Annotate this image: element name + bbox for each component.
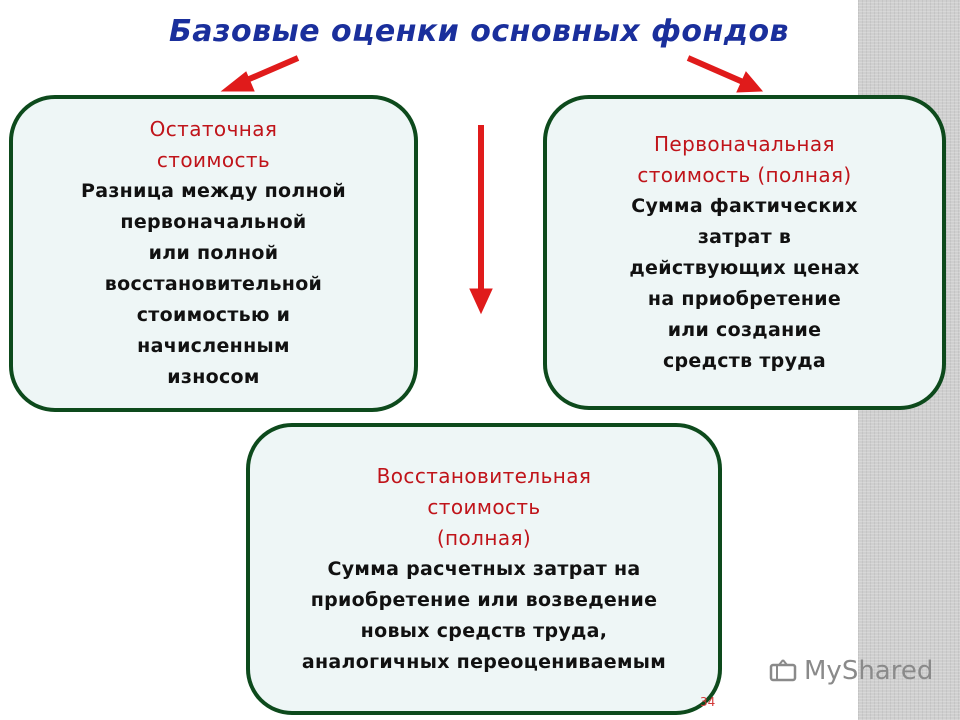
initial-value-box xyxy=(543,95,946,410)
replacement-value-description: Сумма расчетных затрат на приобретение или возведение новых средств труда, аналогичных переоцениваемым xyxy=(301,557,667,673)
initial-value-heading: Первоначальная стоимость (полная) xyxy=(637,131,852,187)
residual-value-description: Разница между полной первоначальной или полной восстановительной стоимостью и начисленным износом xyxy=(80,180,346,388)
slide-title: Базовые оценки основных фондов xyxy=(168,14,790,49)
arrow-down-head xyxy=(470,289,492,313)
watermark xyxy=(768,656,933,686)
arrow-right xyxy=(688,58,743,82)
replacement-value-heading: Восстановительная стоимость (полная) xyxy=(376,463,592,550)
residual-value-heading: Остаточная стоимость xyxy=(149,117,278,172)
replacement-value-box xyxy=(246,423,722,715)
page-number: 34 xyxy=(700,695,716,709)
initial-value-description: Сумма фактических затрат в действующих ценах на приобретение или создание средств труда xyxy=(629,194,860,372)
projector-icon xyxy=(768,656,798,686)
watermark-text: MyShared xyxy=(804,656,934,686)
arrow-left-head xyxy=(222,72,254,91)
residual-value-box xyxy=(9,95,418,412)
